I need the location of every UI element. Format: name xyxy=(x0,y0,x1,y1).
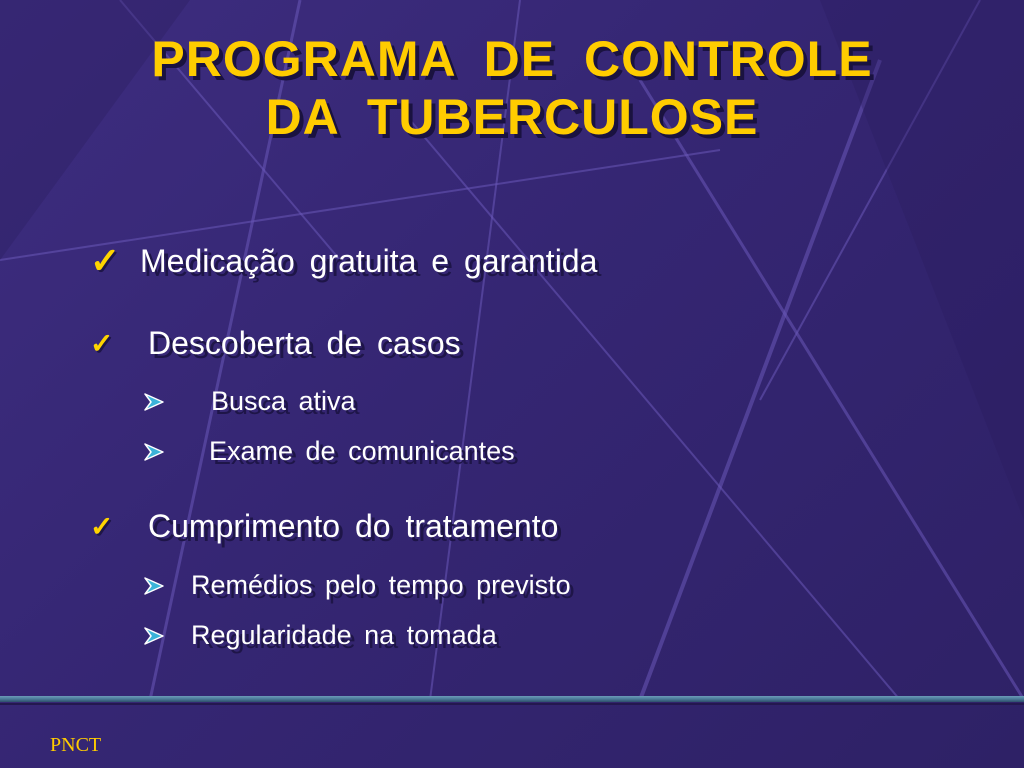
arrow-bullet-icon xyxy=(143,441,165,463)
subbullet-label: Remédios pelo tempo previsto xyxy=(191,570,571,600)
bullet-label: Descoberta de casos xyxy=(148,325,461,361)
subbullet-regularidade xyxy=(143,620,497,651)
subbullet-label: Regularidade na tomada xyxy=(191,620,497,650)
bullet-label: Medicação gratuita e garantida xyxy=(140,242,598,279)
bullet-label: Cumprimento do tratamento xyxy=(148,508,559,544)
arrow-bullet-icon xyxy=(143,625,165,647)
bullet-descoberta xyxy=(90,325,461,362)
footer-divider xyxy=(0,696,1024,702)
slide-title xyxy=(0,30,1024,146)
footer-divider-shadow xyxy=(0,703,1024,705)
check-mark-icon: ✓ xyxy=(90,240,121,281)
title-line-1: PROGRAMA DE CONTROLE xyxy=(151,31,873,87)
subbullet-remedios xyxy=(143,570,571,601)
subbullet-exame xyxy=(143,436,515,467)
subbullet-label: Busca ativa xyxy=(211,386,356,416)
subbullet-label: Exame de comunicantes xyxy=(209,436,515,466)
bullet-medicacao xyxy=(90,240,597,282)
subbullet-busca-ativa xyxy=(143,386,356,417)
footer-label: PNCT xyxy=(50,734,102,756)
arrow-bullet-icon xyxy=(143,391,165,413)
check-mark-icon: ✓ xyxy=(90,511,114,542)
bullet-cumprimento xyxy=(90,508,558,545)
arrow-bullet-icon xyxy=(143,575,165,597)
check-mark-icon: ✓ xyxy=(90,328,114,359)
title-line-2: DA TUBERCULOSE xyxy=(265,89,759,145)
